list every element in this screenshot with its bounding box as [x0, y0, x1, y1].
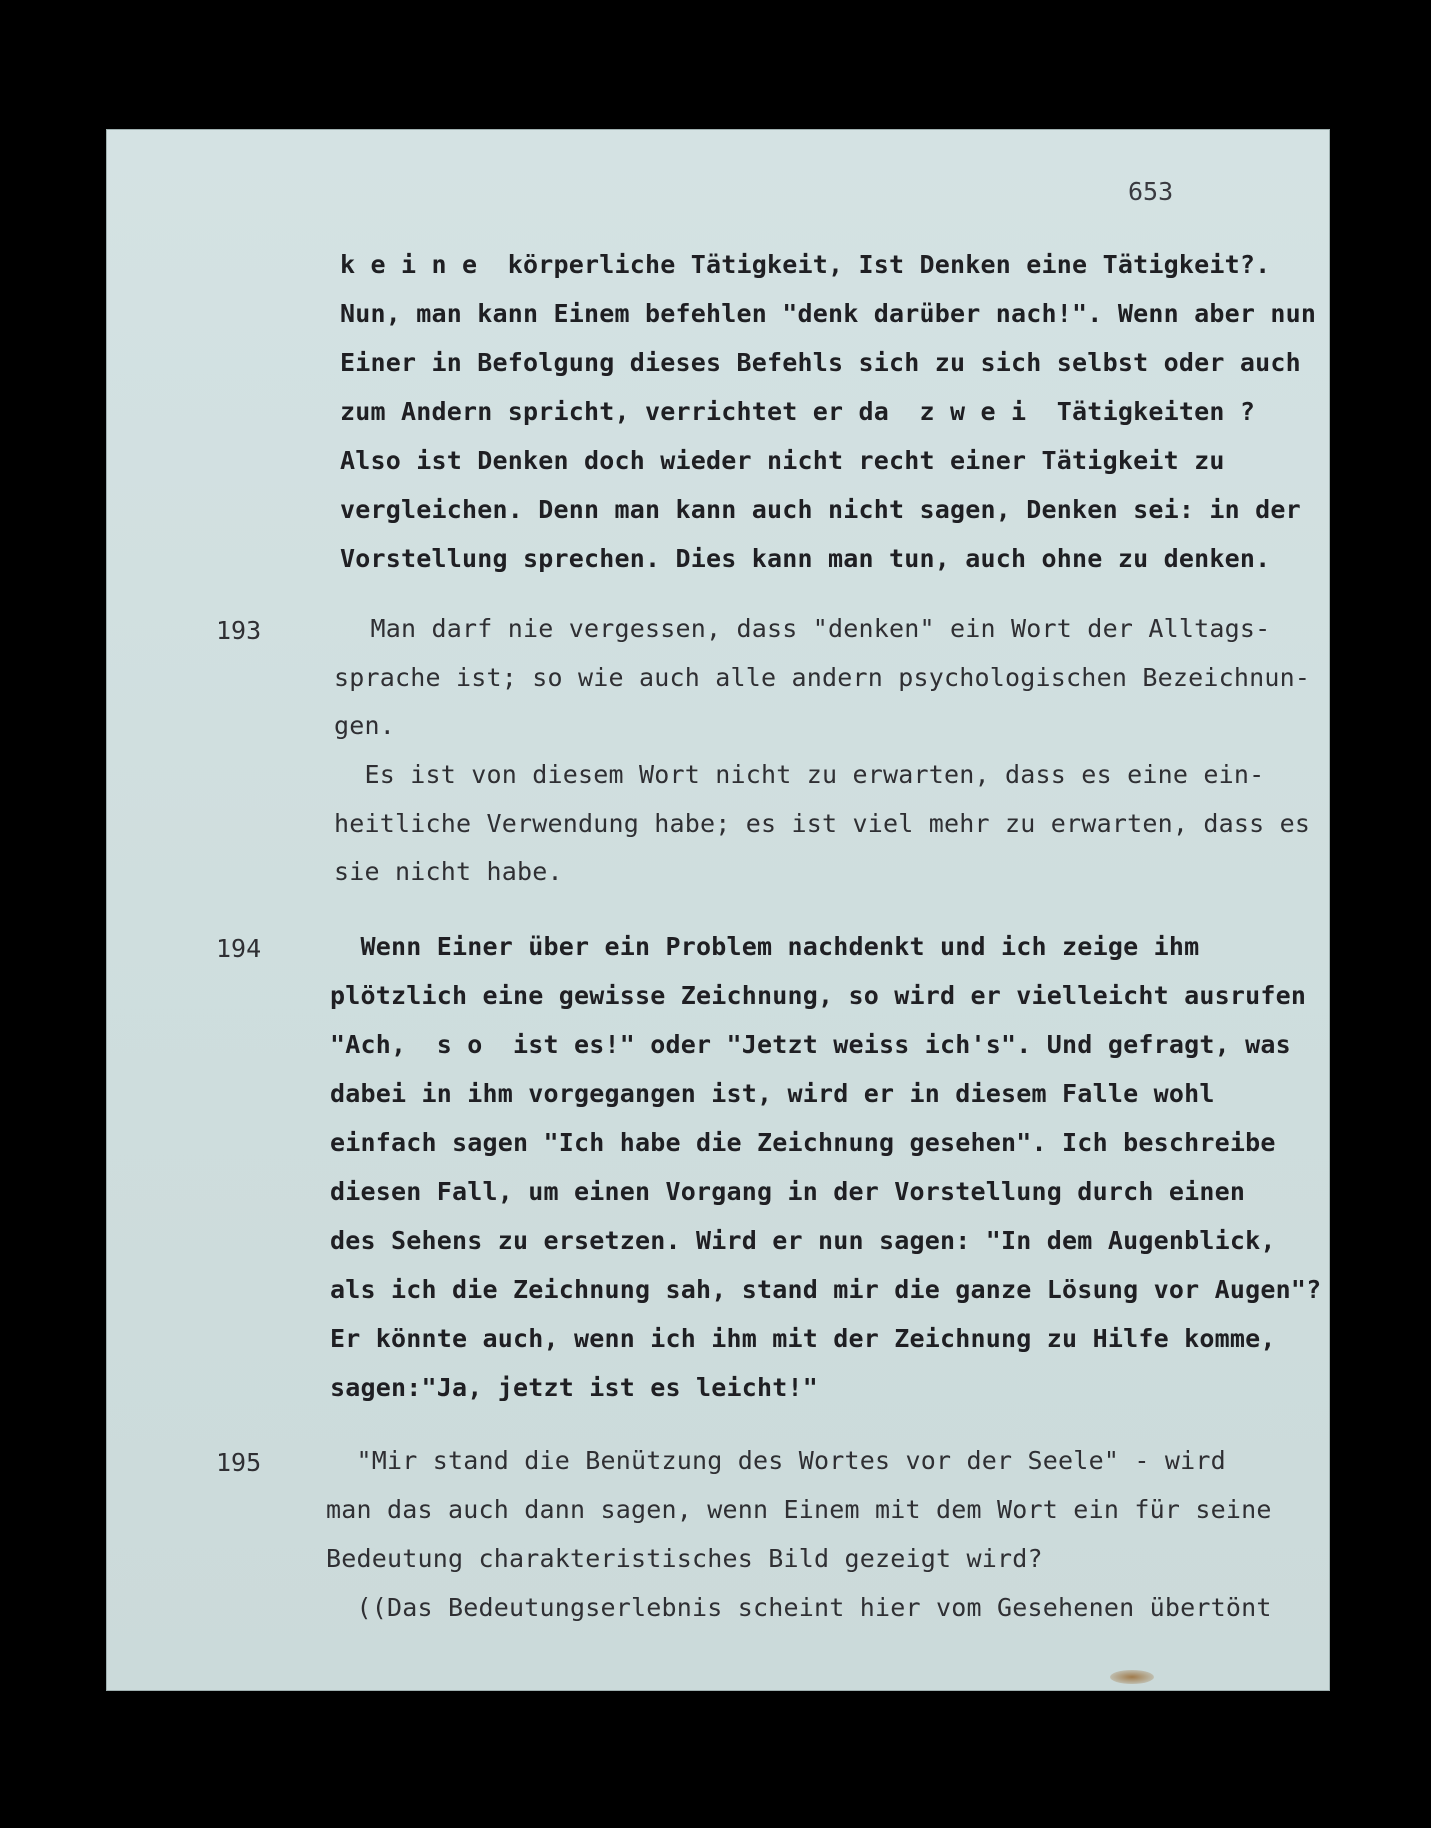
text-line: gen.: [334, 711, 396, 740]
text-line: Man darf nie vergessen, dass "denken" ein Wort der Alltags-: [340, 614, 1271, 643]
paper-stain: [1110, 1670, 1154, 1684]
text-line: diesen Fall, um einen Vorgang in der Vorstellung durch einen: [330, 1177, 1246, 1206]
text-line: Wenn Einer über ein Problem nachdenkt und ich zeige ihm: [330, 932, 1200, 961]
text-line: als ich die Zeichnung sah, stand mir die ganze Lösung vor Augen"?: [330, 1275, 1322, 1304]
text-line: dabei in ihm vorgegangen ist, wird er in diesem Falle wohl: [330, 1079, 1215, 1108]
text-line: Vorstellung sprechen. Dies kann man tun, auch ohne zu denken.: [340, 544, 1271, 573]
paragraph-number: 193: [216, 616, 262, 645]
text-line: k e i n e körperliche Tätigkeit, Ist Denken eine Tätigkeit?.: [340, 250, 1271, 279]
text-line: sprache ist; so wie auch alle andern psychologischen Bezeichnun-: [334, 663, 1311, 692]
paragraph-number: 195: [216, 1448, 262, 1477]
text-line: des Sehens zu ersetzen. Wird er nun sagen: "In dem Augenblick,: [330, 1226, 1276, 1255]
text-line: sie nicht habe.: [334, 857, 563, 886]
text-line: Er könnte auch, wenn ich ihm mit der Zeichnung zu Hilfe komme,: [330, 1324, 1276, 1353]
text-line: Einer in Befolgung dieses Befehls sich zu sich selbst oder auch: [340, 348, 1301, 377]
text-line: vergleichen. Denn man kann auch nicht sagen, Denken sei: in der: [340, 495, 1301, 524]
text-line: sagen:"Ja, jetzt ist es leicht!": [330, 1373, 819, 1402]
text-line: "Ach, s o ist es!" oder "Jetzt weiss ich's". Und gefragt, was: [330, 1030, 1291, 1059]
text-line: Es ist von diesem Wort nicht zu erwarten, dass es eine ein-: [334, 760, 1265, 789]
text-line: Nun, man kann Einem befehlen "denk darüber nach!". Wenn aber nun: [340, 299, 1317, 328]
text-line: plötzlich eine gewisse Zeichnung, so wird er vielleicht ausrufen: [330, 981, 1307, 1010]
paragraph-number: 194: [216, 934, 262, 963]
text-line: heitliche Verwendung habe; es ist viel mehr zu erwarten, dass es: [334, 809, 1311, 838]
text-line: einfach sagen "Ich habe die Zeichnung gesehen". Ich beschreibe: [330, 1128, 1276, 1157]
text-line: Bedeutung charakteristisches Bild gezeigt wird?: [326, 1544, 1043, 1573]
text-line: "Mir stand die Benützung des Wortes vor der Seele" - wird: [326, 1446, 1226, 1475]
text-line: zum Andern spricht, verrichtet er da z w e i Tätigkeiten ?: [340, 397, 1256, 426]
text-line: man das auch dann sagen, wenn Einem mit dem Wort ein für seine: [326, 1495, 1272, 1524]
text-line: Also ist Denken doch wieder nicht recht einer Tätigkeit zu: [340, 446, 1225, 475]
text-line: ((Das Bedeutungserlebnis scheint hier vom Gesehenen übertönt: [326, 1593, 1272, 1622]
page-number: 653: [1128, 177, 1174, 206]
